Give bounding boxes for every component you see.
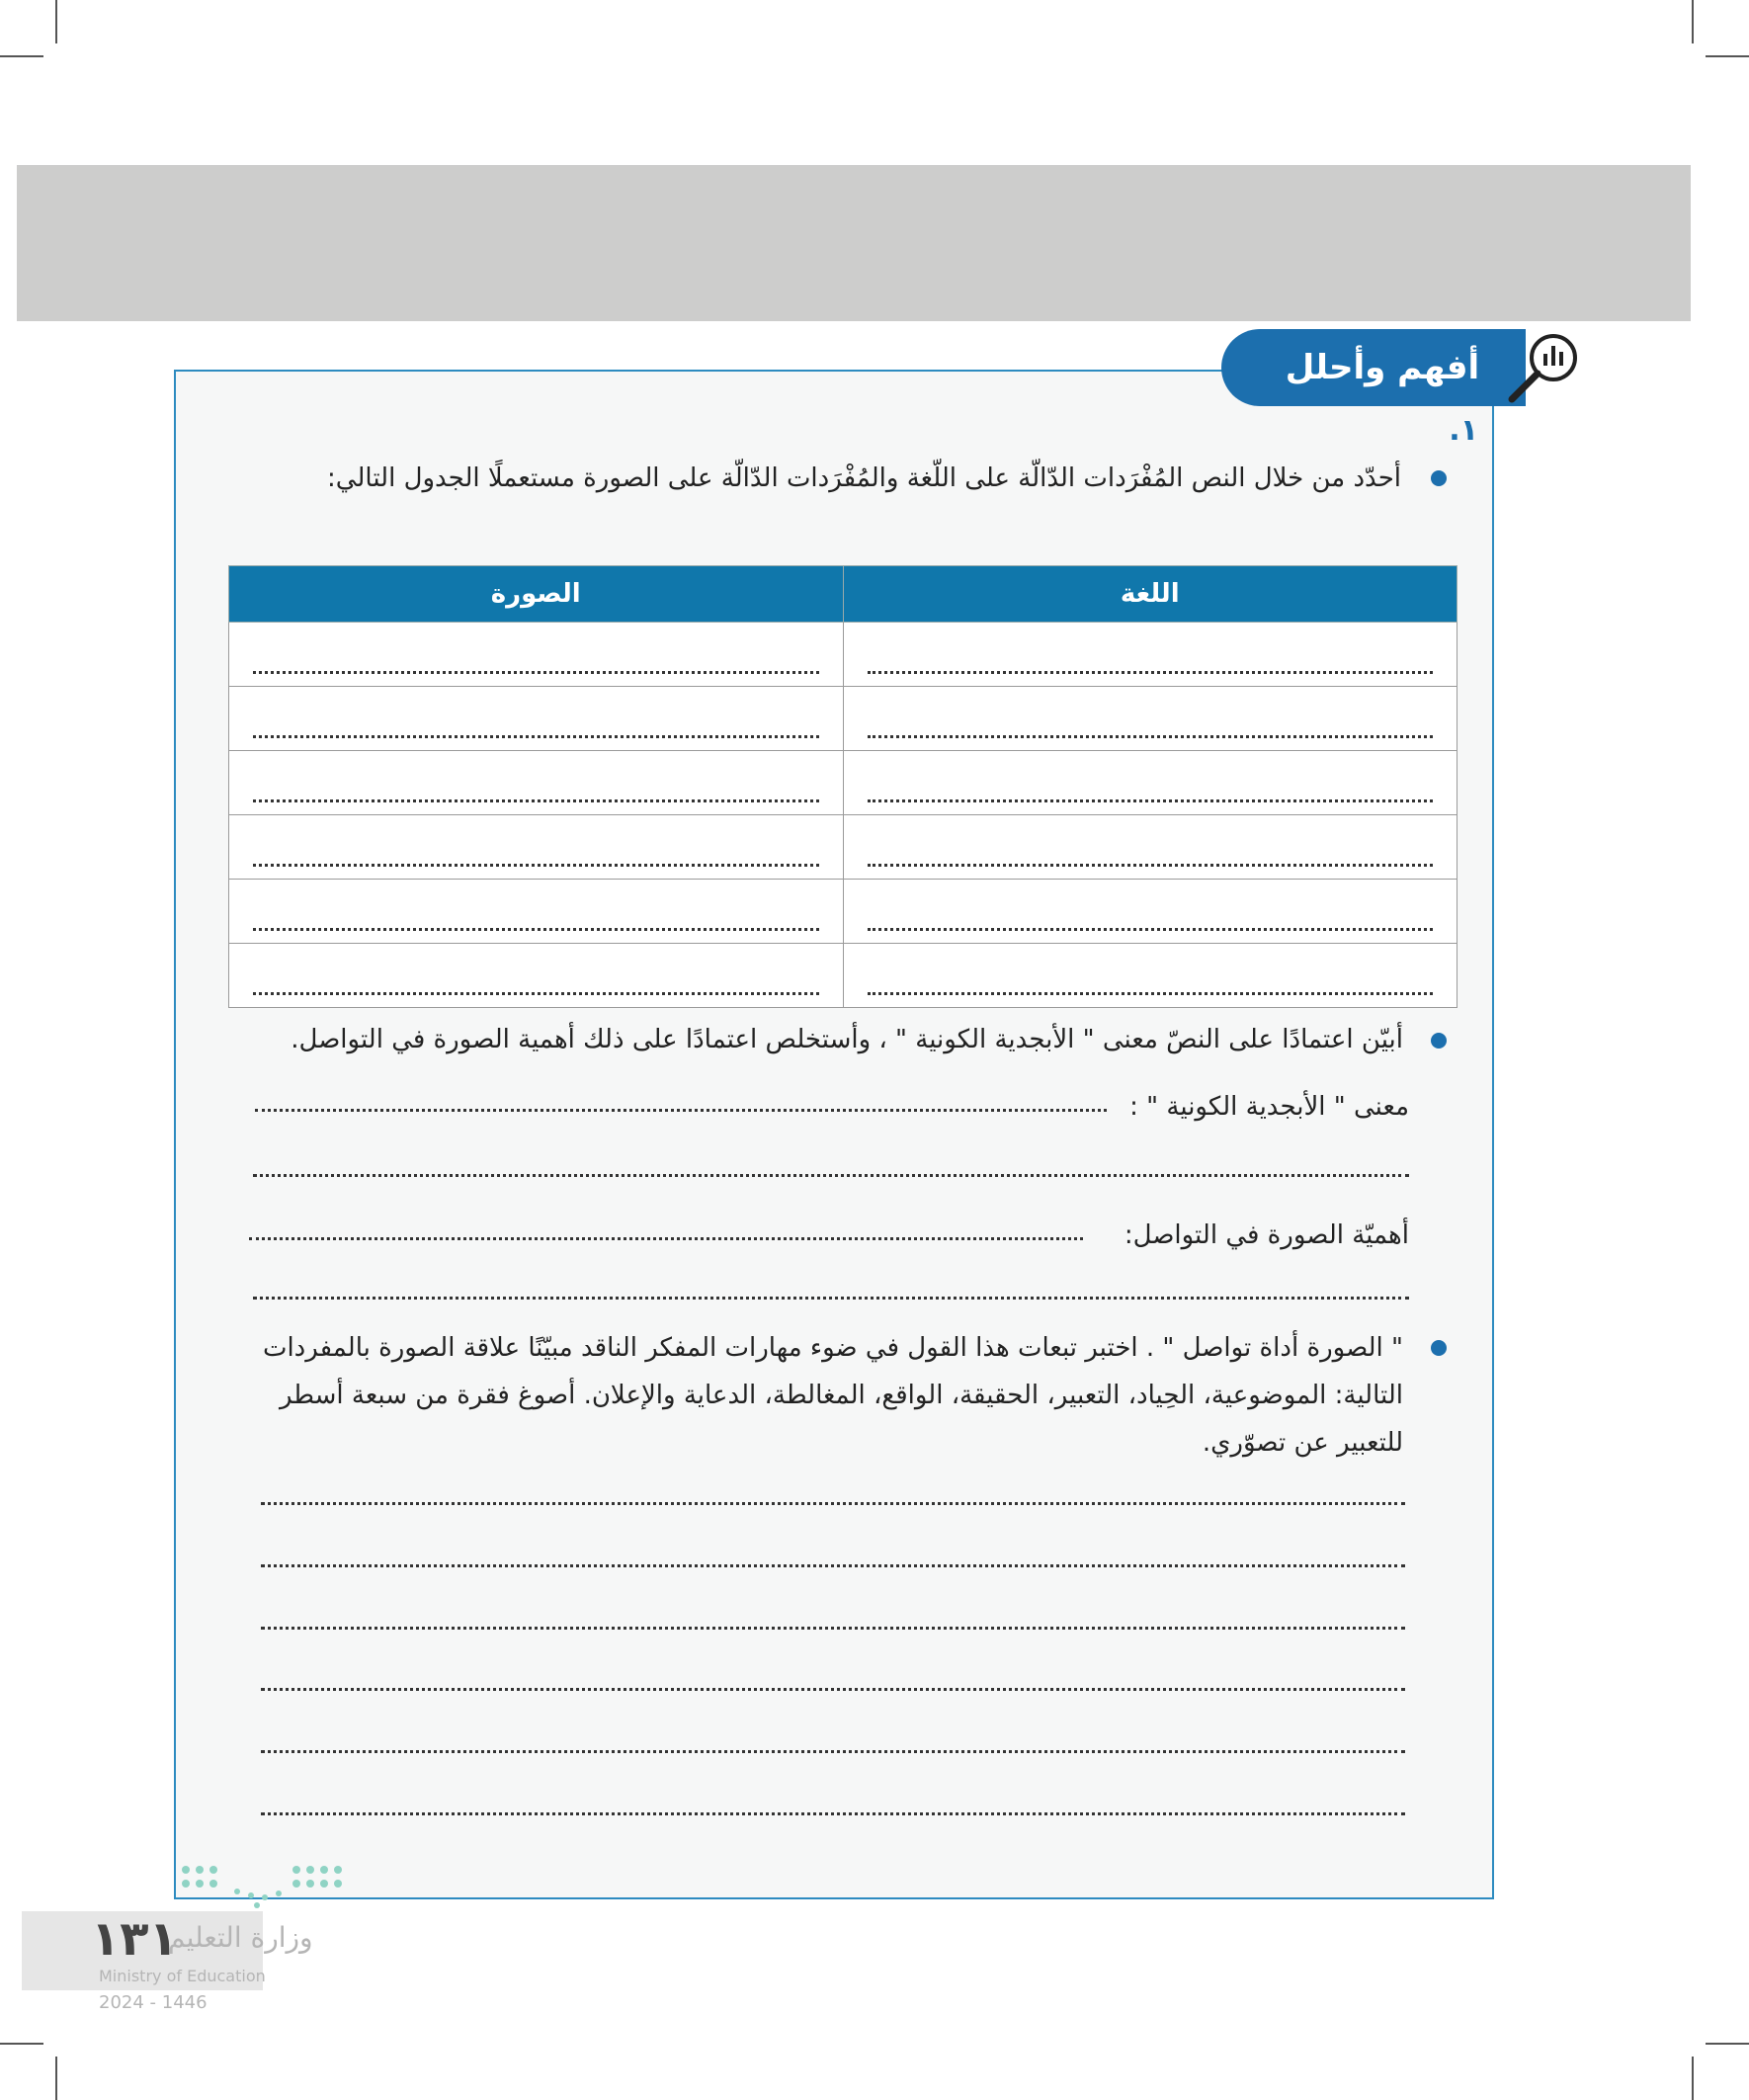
- meaning-label: معنى " الأبجدية الكونية " :: [1129, 1092, 1409, 1122]
- language-cell[interactable]: [843, 815, 1458, 880]
- paragraph-answer-line[interactable]: [261, 1502, 1405, 1505]
- crop-mark: [1692, 2057, 1694, 2100]
- question-number: ١.: [1449, 413, 1478, 448]
- crop-mark: [0, 55, 43, 57]
- task1-text: أحدّد من خلال النص المُفْرَدات الدّالّة على اللّغة والمُفْرَدات الدّالّة على الصورة مستعملًا الجدول التالي:: [327, 463, 1401, 493]
- importance-answer-line-1[interactable]: [249, 1237, 1083, 1240]
- ministry-name-english: Ministry of Education: [99, 1967, 266, 1985]
- meaning-answer-line-1[interactable]: [255, 1109, 1107, 1112]
- section-title: أفهم وأحلل: [1285, 348, 1480, 387]
- table-row: [229, 623, 1458, 687]
- ministry-logo-dots: [178, 1862, 356, 1911]
- vocabulary-table: [228, 565, 1458, 1008]
- language-cell[interactable]: [843, 687, 1458, 751]
- crop-mark: [0, 2043, 43, 2045]
- importance-answer-line-2[interactable]: [253, 1297, 1409, 1300]
- crop-mark: [55, 2057, 57, 2100]
- paragraph-answer-line[interactable]: [261, 1812, 1405, 1815]
- bullet-dot-icon: [1431, 1340, 1447, 1356]
- table-row: [229, 687, 1458, 751]
- section-header: [1221, 329, 1526, 406]
- table-row: [229, 751, 1458, 815]
- image-cell[interactable]: [229, 687, 844, 751]
- importance-label: أهميّة الصورة في التواصل:: [1124, 1220, 1409, 1250]
- bullet-dot-icon: [1431, 470, 1447, 486]
- task2-text: أبيّن اعتمادًا على النصّ معنى " الأبجدية الكونية " ، وأستخلص اعتمادًا على ذلك أهمية الصورة في التواصل.: [291, 1025, 1403, 1054]
- meaning-answer-line-2[interactable]: [253, 1174, 1409, 1177]
- language-cell[interactable]: [843, 944, 1458, 1008]
- crop-mark: [1706, 55, 1749, 57]
- page-number: ١٣١: [91, 1911, 178, 1967]
- crop-mark: [1692, 0, 1694, 43]
- image-cell[interactable]: [229, 815, 844, 880]
- image-cell[interactable]: [229, 751, 844, 815]
- top-gray-band: [17, 165, 1691, 321]
- table-header-row: [229, 566, 1458, 623]
- language-cell[interactable]: [843, 751, 1458, 815]
- image-cell[interactable]: [229, 944, 844, 1008]
- edition-year: 2024 - 1446: [99, 1992, 208, 2013]
- paragraph-answer-line[interactable]: [261, 1688, 1405, 1691]
- paragraph-answer-line[interactable]: [261, 1627, 1405, 1630]
- paragraph-answer-line[interactable]: [261, 1750, 1405, 1753]
- image-cell[interactable]: [229, 880, 844, 944]
- magnifier-chart-icon: [1504, 326, 1585, 407]
- image-cell[interactable]: [229, 623, 844, 687]
- table-row: [229, 880, 1458, 944]
- column-header-image: الصورة: [229, 566, 844, 623]
- table-row: [229, 944, 1458, 1008]
- column-header-language: اللغة: [843, 566, 1458, 623]
- table-row: [229, 815, 1458, 880]
- ministry-name-arabic: وزارة التعليم: [168, 1921, 313, 1954]
- bullet-dot-icon: [1431, 1033, 1447, 1049]
- crop-mark: [55, 0, 57, 43]
- crop-mark: [1706, 2043, 1749, 2045]
- task3-text: " الصورة أداة تواصل " . اختبر تبعات هذا القول في ضوء مهارات المفكر الناقد مبيّنًا علاقة الصورة بالمفردات التالية: الموضوعية، الحِياد، التعبير، الحقيقة، الواقع، المغالطة، الدعاية والإعلان. أصوغ فقرة من سبعة أسطر للتعبير عن تصوّري.: [262, 1333, 1403, 1458]
- language-cell[interactable]: [843, 880, 1458, 944]
- language-cell[interactable]: [843, 623, 1458, 687]
- paragraph-answer-line[interactable]: [261, 1564, 1405, 1567]
